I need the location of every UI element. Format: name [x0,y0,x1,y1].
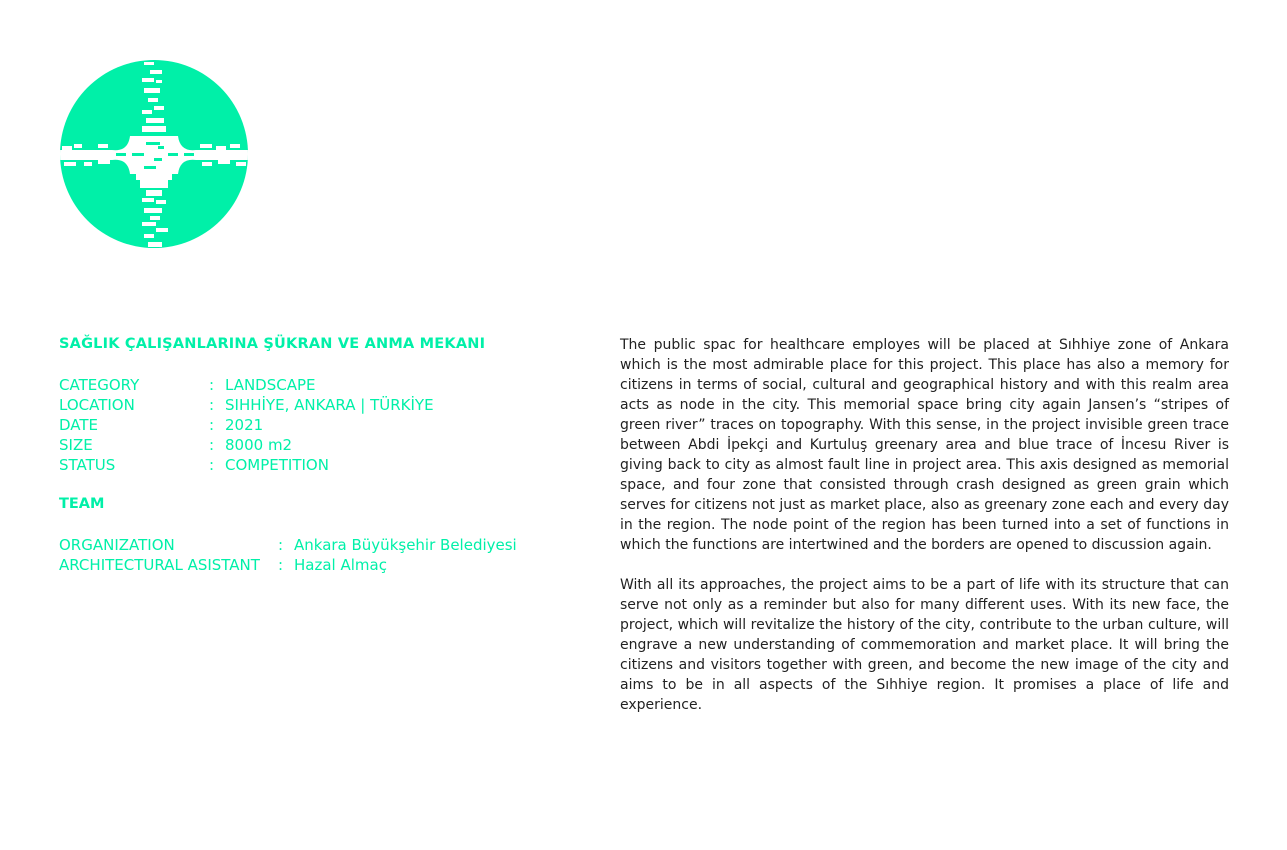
detail-row-size [59,435,434,455]
team-row-assistant [59,555,517,575]
project-title: SAĞLIK ÇALIŞANLARINA ŞÜKRAN VE ANMA MEKANI [59,336,486,352]
detail-separator: : [209,396,215,414]
team-role: ORGANIZATION [59,536,175,554]
team-role: ARCHITECTURAL ASISTANT [59,556,260,574]
team-separator: : [278,556,284,574]
project-description [620,335,1229,735]
detail-row-location [59,395,434,415]
detail-row-category [59,375,434,395]
detail-separator: : [209,416,215,434]
detail-value: 2021 [225,416,264,434]
team-heading: TEAM [59,496,105,512]
detail-row-date [59,415,434,435]
team-separator: : [278,536,284,554]
description-paragraph: The public spac for healthcare employes will be placed at Sıhhiye zone of Ankara which is the most admirable place for this project. This place has also a memory for citizens in terms of social, cultural and geographical history and with this realm area acts as node in the city. This memorial space bring city again Jansen’s “stripes of green river” traces on topography. With this sense, in the project invisible green trace between Abdi İpekçi and Kurtuluş greenary area and blue trace of İncesu River is giving back to city as almost fault line in project area. This axis designed as memorial space, and four zone that consisted through crash designed as green grain which serves for citizens not just as market place, also as greenary zone each and every day in the region. The node point of the region has been turned into a set of functions in which the functions are intertwined and the borders are opened to discussion again. [620,337,1229,553]
detail-value: COMPETITION [225,456,329,474]
detail-label: DATE [59,416,99,434]
detail-value: 8000 m2 [225,436,293,454]
project-logo-icon [58,58,250,250]
team-name: Hazal Almaç [294,556,387,574]
team-list [59,535,517,575]
detail-label: LOCATION [59,396,135,414]
detail-separator: : [209,456,215,474]
detail-value: SIHHİYE, ANKARA | TÜRKİYE [225,396,434,414]
detail-separator: : [209,376,215,394]
team-row-organization [59,535,517,555]
detail-label: STATUS [59,456,116,474]
detail-separator: : [209,436,215,454]
project-details [59,375,434,475]
detail-label: CATEGORY [59,376,140,394]
detail-label: SIZE [59,436,93,454]
team-name: Ankara Büyükşehir Belediyesi [294,536,517,554]
detail-value: LANDSCAPE [225,376,316,394]
description-paragraph: With all its approaches, the project aims to be a part of life with its structure that can serve not only as a reminder but also for many different uses. With its new face, the project, which will revitalize the history of the city, contribute to the urban culture, will engrave a new understanding of commemoration and market place. It will bring the citizens and visitors together with green, and become the new image of the city and aims to be in all aspects of the Sıhhiye region. It promises a place of life and experience. [620,577,1229,713]
detail-row-status [59,455,434,475]
